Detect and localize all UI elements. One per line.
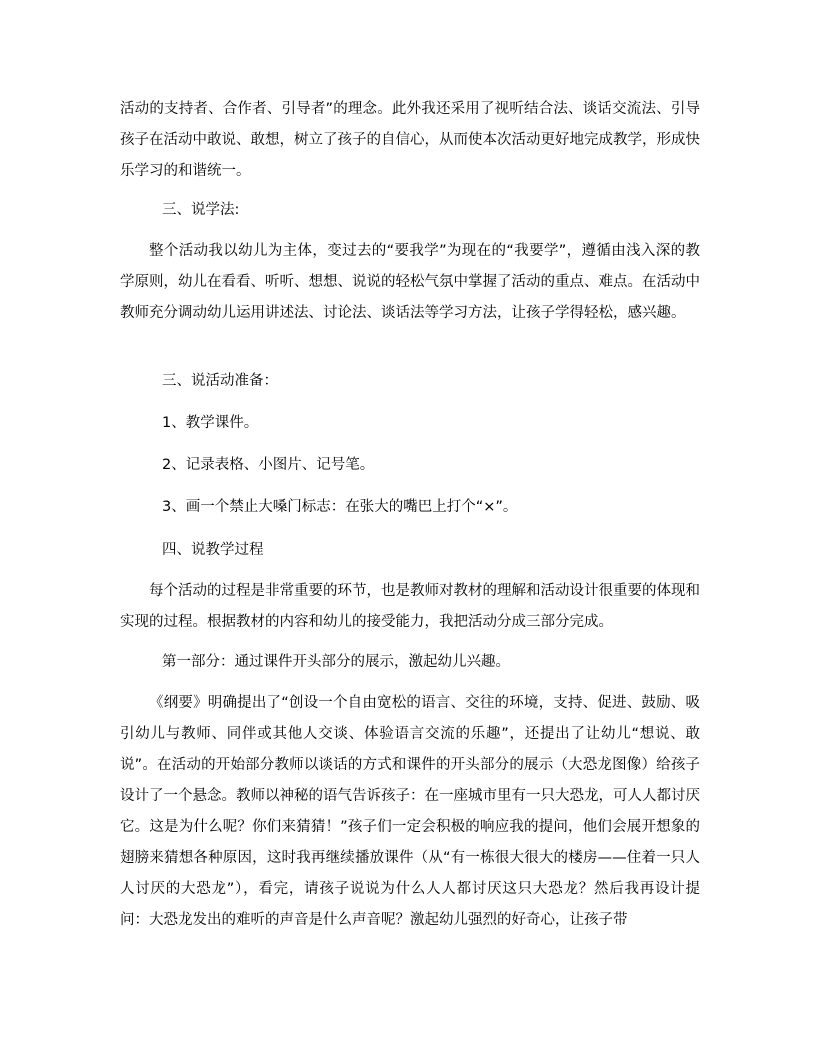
heading-learning-methods: 三、说学法: <box>162 202 240 218</box>
list-item-preparation-3: 3、画一个禁止大嗓门标志：在张大的嘴巴上打个“×”。 <box>162 499 518 515</box>
heading-part-one: 第一部分：通过课件开头部分的展示，激起幼儿兴趣。 <box>162 654 510 670</box>
paragraph-process-intro: 每个活动的过程是非常重要的环节，也是教师对教材的理解和活动设计很重要的体现和实现的过程。根据教材的内容和幼儿的接受能力，我把活动分成三部分完成。 <box>120 583 700 630</box>
paragraph-teaching-methods: 活动的支持者、合作者、引导者”的理念。此外我还采用了视听结合法、谈话交流法、引导孩子在活动中敢说、敢想，树立了孩子的自信心，从而使本次活动更好地完成教学，形成快乐学习的和谐统一。 <box>120 101 700 179</box>
list-item-preparation-1: 1、教学课件。 <box>162 415 259 431</box>
heading-activity-preparation: 三、说活动准备： <box>162 373 278 389</box>
heading-teaching-process: 四、说教学过程 <box>162 542 264 558</box>
list-item-preparation-2: 2、记录表格、小图片、记号笔。 <box>162 457 375 473</box>
paragraph-learning-methods: 整个活动我以幼儿为主体，变过去的“要我学”为现在的“我要学”，遵循由浅入深的教学原则，幼儿在看看、听听、想想、说说的轻松气氛中掌握了活动的重点、难点。在活动中教师充分调动幼儿运用讲述法、讨论法、谈话法等学习方法，让孩子学得轻松，感兴趣。 <box>120 243 700 321</box>
paragraph-part-one: 《纲要》明确提出了“创设一个自由宽松的语言、交往的环境，支持、促进、鼓励、吸引幼儿与教师、同伴或其他人交谈、体验语言交流的乐趣”，还提出了让幼儿“想说、敢说”。在活动的开始部分教师以谈话的方式和课件的开头部分的展示（大恐龙图像）给孩子设计了一个悬念。教师以神秘的语气告诉孩子：在一座城市里有一只大恐龙，可人人都讨厌它。这是为什么呢？你们来猜猜！”孩子们一定会积极的响应我的提问，他们会展开想象的翅膀来猜想各种原因，这时我再继续播放课件（从“有一栋很大很大的楼房——住着一只人人讨厌的大恐龙”），看完，请孩子说说为什么人人都讨厌这只大恐龙？然后我再设计提问：大恐龙发出的难听的声音是什么声音呢？激起幼儿强烈的好奇心，让孩子带 <box>120 695 700 928</box>
